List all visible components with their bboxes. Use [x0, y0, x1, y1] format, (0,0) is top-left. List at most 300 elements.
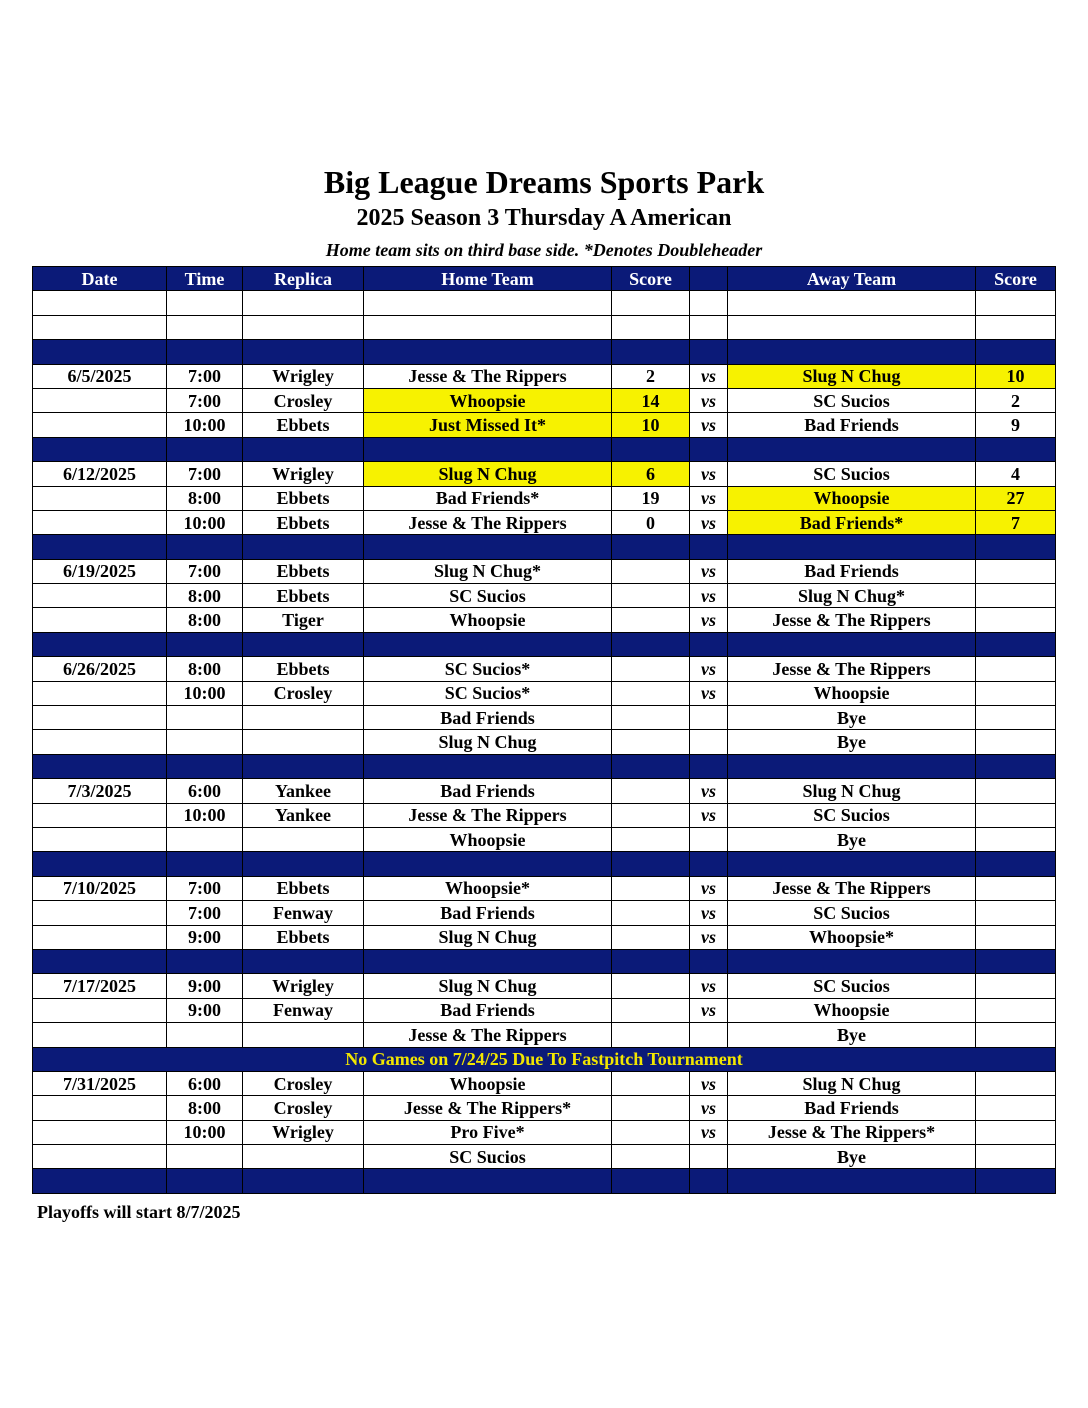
- vs-cell: vs: [690, 559, 728, 583]
- replica-cell: Ebbets: [243, 584, 364, 608]
- time-cell: [167, 1145, 243, 1169]
- home-team-cell: Whoopsie: [364, 608, 612, 632]
- empty-cell: [243, 852, 364, 876]
- time-cell: 8:00: [167, 608, 243, 632]
- home-team-cell: Whoopsie: [364, 388, 612, 412]
- away-team-cell: Slug N Chug: [728, 364, 976, 388]
- game-row: [33, 388, 1056, 412]
- away-score-cell: 27: [976, 486, 1056, 510]
- vs-cell: vs: [690, 901, 728, 925]
- home-score-cell: [612, 925, 690, 949]
- empty-cell: [690, 632, 728, 656]
- date-cell: 7/31/2025: [33, 1071, 167, 1095]
- vs-cell: vs: [690, 486, 728, 510]
- page-title: Big League Dreams Sports Park: [323, 164, 765, 200]
- empty-cell: [33, 632, 167, 656]
- time-cell: 6:00: [167, 779, 243, 803]
- replica-cell: Tiger: [243, 608, 364, 632]
- empty-cell: [690, 291, 728, 315]
- vs-cell: vs: [690, 462, 728, 486]
- away-score-cell: [976, 803, 1056, 827]
- away-score-cell: 10: [976, 364, 1056, 388]
- schedule-body: [33, 291, 1056, 1193]
- date-cell: [33, 925, 167, 949]
- away-score-cell: 4: [976, 462, 1056, 486]
- replica-cell: Wrigley: [243, 1120, 364, 1144]
- replica-cell: [243, 1023, 364, 1047]
- home-score-cell: [612, 730, 690, 754]
- empty-cell: [728, 437, 976, 461]
- home-score-cell: 0: [612, 510, 690, 534]
- away-score-cell: [976, 681, 1056, 705]
- time-cell: 10:00: [167, 681, 243, 705]
- col-header-away-score: Score: [976, 267, 1056, 291]
- away-score-cell: [976, 1096, 1056, 1120]
- empty-cell: [728, 632, 976, 656]
- date-cell: [33, 901, 167, 925]
- empty-cell: [728, 852, 976, 876]
- replica-cell: Wrigley: [243, 974, 364, 998]
- replica-cell: Yankee: [243, 779, 364, 803]
- away-score-cell: [976, 706, 1056, 730]
- vs-cell: vs: [690, 608, 728, 632]
- empty-cell: [690, 852, 728, 876]
- date-cell: 7/17/2025: [33, 974, 167, 998]
- empty-cell: [364, 632, 612, 656]
- replica-cell: Crosley: [243, 1096, 364, 1120]
- home-team-cell: Whoopsie: [364, 1071, 612, 1095]
- col-header-home-team: Home Team: [364, 267, 612, 291]
- empty-cell: [976, 1169, 1056, 1193]
- empty-cell: [364, 291, 612, 315]
- empty-cell: [364, 340, 612, 364]
- time-cell: [167, 827, 243, 851]
- empty-cell: [690, 315, 728, 339]
- empty-cell: [243, 340, 364, 364]
- week-separator-row: [33, 852, 1056, 876]
- game-row: [33, 364, 1056, 388]
- home-score-cell: [612, 901, 690, 925]
- empty-cell: [976, 852, 1056, 876]
- home-team-cell: Slug N Chug: [364, 730, 612, 754]
- away-team-cell: Jesse & The Rippers: [728, 876, 976, 900]
- date-cell: [33, 1120, 167, 1144]
- time-cell: [167, 1023, 243, 1047]
- empty-cell: [33, 291, 167, 315]
- replica-cell: [243, 827, 364, 851]
- empty-cell: [364, 949, 612, 973]
- empty-cell: [364, 535, 612, 559]
- away-team-cell: Slug N Chug*: [728, 584, 976, 608]
- date-cell: [33, 1023, 167, 1047]
- home-score-cell: [612, 1071, 690, 1095]
- week-separator-row: [33, 754, 1056, 778]
- home-score-cell: 6: [612, 462, 690, 486]
- game-row: [33, 681, 1056, 705]
- away-team-cell: Slug N Chug: [728, 1071, 976, 1095]
- away-team-cell: SC Sucios: [728, 974, 976, 998]
- empty-cell: [33, 535, 167, 559]
- vs-cell: vs: [690, 803, 728, 827]
- home-score-cell: [612, 827, 690, 851]
- game-row: [33, 1145, 1056, 1169]
- time-cell: 8:00: [167, 584, 243, 608]
- home-score-cell: [612, 657, 690, 681]
- time-cell: 7:00: [167, 462, 243, 486]
- home-team-cell: Slug N Chug*: [364, 559, 612, 583]
- empty-cell: [33, 949, 167, 973]
- empty-cell: [612, 852, 690, 876]
- empty-cell: [167, 340, 243, 364]
- empty-cell: [33, 1169, 167, 1193]
- home-score-cell: [612, 559, 690, 583]
- empty-cell: [364, 315, 612, 339]
- home-team-cell: Slug N Chug: [364, 974, 612, 998]
- time-cell: 9:00: [167, 974, 243, 998]
- empty-cell: [612, 315, 690, 339]
- empty-cell: [690, 437, 728, 461]
- empty-cell: [612, 535, 690, 559]
- home-team-cell: Bad Friends*: [364, 486, 612, 510]
- game-row: [33, 876, 1056, 900]
- time-cell: [167, 730, 243, 754]
- col-header-home-score: Score: [612, 267, 690, 291]
- home-team-cell: Jesse & The Rippers: [364, 364, 612, 388]
- away-score-cell: 7: [976, 510, 1056, 534]
- away-score-cell: 9: [976, 413, 1056, 437]
- empty-cell: [243, 754, 364, 778]
- header-row: [33, 267, 1056, 291]
- col-header-replica: Replica: [243, 267, 364, 291]
- empty-cell: [976, 535, 1056, 559]
- away-score-cell: [976, 925, 1056, 949]
- vs-cell: vs: [690, 584, 728, 608]
- game-row: [33, 706, 1056, 730]
- empty-cell: [33, 754, 167, 778]
- empty-cell: [33, 315, 167, 339]
- home-score-cell: [612, 998, 690, 1022]
- vs-cell: [690, 1023, 728, 1047]
- game-row: [33, 730, 1056, 754]
- empty-cell: [33, 852, 167, 876]
- vs-cell: vs: [690, 925, 728, 949]
- empty-cell: [364, 852, 612, 876]
- away-team-cell: Bad Friends*: [728, 510, 976, 534]
- time-cell: 10:00: [167, 803, 243, 827]
- empty-cell: [243, 949, 364, 973]
- empty-cell: [612, 632, 690, 656]
- empty-cell: [167, 315, 243, 339]
- empty-cell: [243, 315, 364, 339]
- vs-cell: vs: [690, 876, 728, 900]
- date-cell: [33, 1096, 167, 1120]
- home-score-cell: [612, 1120, 690, 1144]
- empty-cell: [364, 1169, 612, 1193]
- empty-cell: [612, 437, 690, 461]
- home-team-cell: Bad Friends: [364, 779, 612, 803]
- away-team-cell: Jesse & The Rippers: [728, 657, 976, 681]
- away-team-cell: SC Sucios: [728, 462, 976, 486]
- date-cell: [33, 388, 167, 412]
- away-team-cell: Bye: [728, 1145, 976, 1169]
- home-score-cell: [612, 706, 690, 730]
- away-score-cell: [976, 779, 1056, 803]
- game-row: [33, 462, 1056, 486]
- empty-cell: [976, 632, 1056, 656]
- away-score-cell: [976, 876, 1056, 900]
- game-row: [33, 998, 1056, 1022]
- time-cell: 9:00: [167, 998, 243, 1022]
- replica-cell: Yankee: [243, 803, 364, 827]
- replica-cell: Ebbets: [243, 510, 364, 534]
- replica-cell: Ebbets: [243, 657, 364, 681]
- date-cell: 7/10/2025: [33, 876, 167, 900]
- away-score-cell: [976, 827, 1056, 851]
- vs-cell: vs: [690, 388, 728, 412]
- away-team-cell: Bye: [728, 706, 976, 730]
- replica-cell: Ebbets: [243, 876, 364, 900]
- home-score-cell: [612, 876, 690, 900]
- home-team-cell: Just Missed It*: [364, 413, 612, 437]
- empty-cell: [243, 535, 364, 559]
- game-row: [33, 1120, 1056, 1144]
- empty-cell: [364, 437, 612, 461]
- home-team-cell: SC Sucios*: [364, 681, 612, 705]
- away-score-cell: [976, 584, 1056, 608]
- blank-row: [33, 291, 1056, 315]
- away-team-cell: Bye: [728, 1023, 976, 1047]
- vs-cell: vs: [690, 681, 728, 705]
- home-team-cell: SC Sucios: [364, 1145, 612, 1169]
- away-score-cell: [976, 730, 1056, 754]
- away-team-cell: SC Sucios: [728, 388, 976, 412]
- replica-cell: Ebbets: [243, 486, 364, 510]
- vs-cell: vs: [690, 364, 728, 388]
- empty-cell: [976, 340, 1056, 364]
- date-cell: [33, 1145, 167, 1169]
- away-team-cell: Whoopsie*: [728, 925, 976, 949]
- date-cell: [33, 803, 167, 827]
- away-team-cell: Bad Friends: [728, 559, 976, 583]
- vs-cell: vs: [690, 1120, 728, 1144]
- vs-cell: [690, 1145, 728, 1169]
- empty-cell: [167, 437, 243, 461]
- empty-cell: [612, 340, 690, 364]
- empty-cell: [167, 291, 243, 315]
- vs-cell: vs: [690, 510, 728, 534]
- time-cell: 9:00: [167, 925, 243, 949]
- away-score-cell: [976, 1120, 1056, 1144]
- away-score-cell: [976, 1145, 1056, 1169]
- vs-cell: vs: [690, 657, 728, 681]
- empty-cell: [364, 754, 612, 778]
- away-score-cell: 2: [976, 388, 1056, 412]
- col-header-date: Date: [33, 267, 167, 291]
- no-games-banner: No Games on 7/24/25 Due To Fastpitch Tournament: [33, 1047, 1056, 1071]
- vs-cell: vs: [690, 779, 728, 803]
- game-row: [33, 827, 1056, 851]
- replica-cell: [243, 706, 364, 730]
- empty-cell: [167, 754, 243, 778]
- week-separator-row: [33, 535, 1056, 559]
- home-team-cell: Whoopsie: [364, 827, 612, 851]
- away-team-cell: Whoopsie: [728, 486, 976, 510]
- date-cell: [33, 998, 167, 1022]
- home-team-cell: Whoopsie*: [364, 876, 612, 900]
- away-score-cell: [976, 1023, 1056, 1047]
- replica-cell: Ebbets: [243, 559, 364, 583]
- game-row: [33, 803, 1056, 827]
- away-score-cell: [976, 657, 1056, 681]
- replica-cell: Crosley: [243, 1071, 364, 1095]
- vs-cell: [690, 827, 728, 851]
- home-team-cell: Pro Five*: [364, 1120, 612, 1144]
- game-row: [33, 608, 1056, 632]
- home-score-cell: [612, 779, 690, 803]
- home-team-cell: Jesse & The Rippers: [364, 510, 612, 534]
- empty-cell: [33, 437, 167, 461]
- time-cell: 8:00: [167, 1096, 243, 1120]
- replica-cell: Wrigley: [243, 364, 364, 388]
- date-cell: [33, 730, 167, 754]
- home-team-cell: Slug N Chug: [364, 462, 612, 486]
- date-cell: [33, 681, 167, 705]
- home-team-cell: Bad Friends: [364, 901, 612, 925]
- game-row: [33, 559, 1056, 583]
- game-row: [33, 510, 1056, 534]
- home-score-cell: [612, 803, 690, 827]
- schedule-note: Home team sits on third base side. *Denotes Doubleheader: [325, 240, 763, 260]
- home-score-cell: [612, 608, 690, 632]
- time-cell: 7:00: [167, 559, 243, 583]
- away-team-cell: Jesse & The Rippers: [728, 608, 976, 632]
- empty-cell: [728, 754, 976, 778]
- game-row: [33, 1071, 1056, 1095]
- game-row: [33, 584, 1056, 608]
- home-score-cell: [612, 1145, 690, 1169]
- away-team-cell: Slug N Chug: [728, 779, 976, 803]
- empty-cell: [243, 291, 364, 315]
- away-score-cell: [976, 998, 1056, 1022]
- time-cell: 6:00: [167, 1071, 243, 1095]
- away-team-cell: Whoopsie: [728, 998, 976, 1022]
- replica-cell: Crosley: [243, 388, 364, 412]
- home-team-cell: Jesse & The Rippers: [364, 803, 612, 827]
- date-cell: [33, 486, 167, 510]
- home-score-cell: [612, 681, 690, 705]
- game-row: [33, 901, 1056, 925]
- time-cell: 10:00: [167, 413, 243, 437]
- game-row: [33, 974, 1056, 998]
- away-team-cell: Bye: [728, 730, 976, 754]
- home-score-cell: [612, 974, 690, 998]
- home-score-cell: 10: [612, 413, 690, 437]
- time-cell: 7:00: [167, 876, 243, 900]
- time-cell: 7:00: [167, 364, 243, 388]
- vs-cell: [690, 706, 728, 730]
- week-separator-row: [33, 1169, 1056, 1193]
- col-header-time: Time: [167, 267, 243, 291]
- away-score-cell: [976, 559, 1056, 583]
- empty-cell: [612, 291, 690, 315]
- away-team-cell: Bad Friends: [728, 1096, 976, 1120]
- week-separator-row: [33, 340, 1056, 364]
- empty-cell: [976, 949, 1056, 973]
- home-score-cell: 2: [612, 364, 690, 388]
- season-subtitle: 2025 Season 3 Thursday A American: [356, 205, 732, 231]
- time-cell: 8:00: [167, 657, 243, 681]
- game-row: [33, 925, 1056, 949]
- home-team-cell: Jesse & The Rippers*: [364, 1096, 612, 1120]
- empty-cell: [728, 535, 976, 559]
- playoffs-note: Playoffs will start 8/7/2025: [37, 1202, 241, 1222]
- empty-cell: [976, 437, 1056, 461]
- home-team-cell: Bad Friends: [364, 706, 612, 730]
- away-team-cell: Bad Friends: [728, 413, 976, 437]
- date-cell: 6/19/2025: [33, 559, 167, 583]
- empty-cell: [976, 291, 1056, 315]
- empty-cell: [690, 535, 728, 559]
- empty-cell: [243, 632, 364, 656]
- date-cell: [33, 584, 167, 608]
- replica-cell: Crosley: [243, 681, 364, 705]
- empty-cell: [33, 340, 167, 364]
- replica-cell: Ebbets: [243, 925, 364, 949]
- empty-cell: [728, 949, 976, 973]
- empty-cell: [728, 340, 976, 364]
- time-cell: 7:00: [167, 901, 243, 925]
- vs-cell: vs: [690, 998, 728, 1022]
- empty-cell: [243, 437, 364, 461]
- vs-cell: [690, 730, 728, 754]
- date-cell: 6/12/2025: [33, 462, 167, 486]
- game-row: [33, 1096, 1056, 1120]
- home-team-cell: Bad Friends: [364, 998, 612, 1022]
- time-cell: [167, 706, 243, 730]
- home-team-cell: Jesse & The Rippers: [364, 1023, 612, 1047]
- home-score-cell: [612, 1096, 690, 1120]
- game-row: [33, 1023, 1056, 1047]
- time-cell: 8:00: [167, 486, 243, 510]
- home-score-cell: [612, 1023, 690, 1047]
- game-row: [33, 779, 1056, 803]
- game-row: [33, 486, 1056, 510]
- vs-cell: vs: [690, 413, 728, 437]
- empty-cell: [612, 754, 690, 778]
- empty-cell: [690, 1169, 728, 1193]
- replica-cell: Fenway: [243, 901, 364, 925]
- away-team-cell: SC Sucios: [728, 803, 976, 827]
- replica-cell: [243, 1145, 364, 1169]
- week-separator-row: [33, 632, 1056, 656]
- replica-cell: [243, 730, 364, 754]
- empty-cell: [976, 315, 1056, 339]
- empty-cell: [728, 1169, 976, 1193]
- vs-cell: vs: [690, 974, 728, 998]
- away-score-cell: [976, 901, 1056, 925]
- no-games-banner-row: [33, 1047, 1056, 1071]
- date-cell: 6/26/2025: [33, 657, 167, 681]
- game-row: [33, 657, 1056, 681]
- away-team-cell: SC Sucios: [728, 901, 976, 925]
- away-score-cell: [976, 1071, 1056, 1095]
- replica-cell: Wrigley: [243, 462, 364, 486]
- empty-cell: [167, 949, 243, 973]
- away-team-cell: Whoopsie: [728, 681, 976, 705]
- home-team-cell: SC Sucios*: [364, 657, 612, 681]
- vs-cell: vs: [690, 1071, 728, 1095]
- empty-cell: [690, 754, 728, 778]
